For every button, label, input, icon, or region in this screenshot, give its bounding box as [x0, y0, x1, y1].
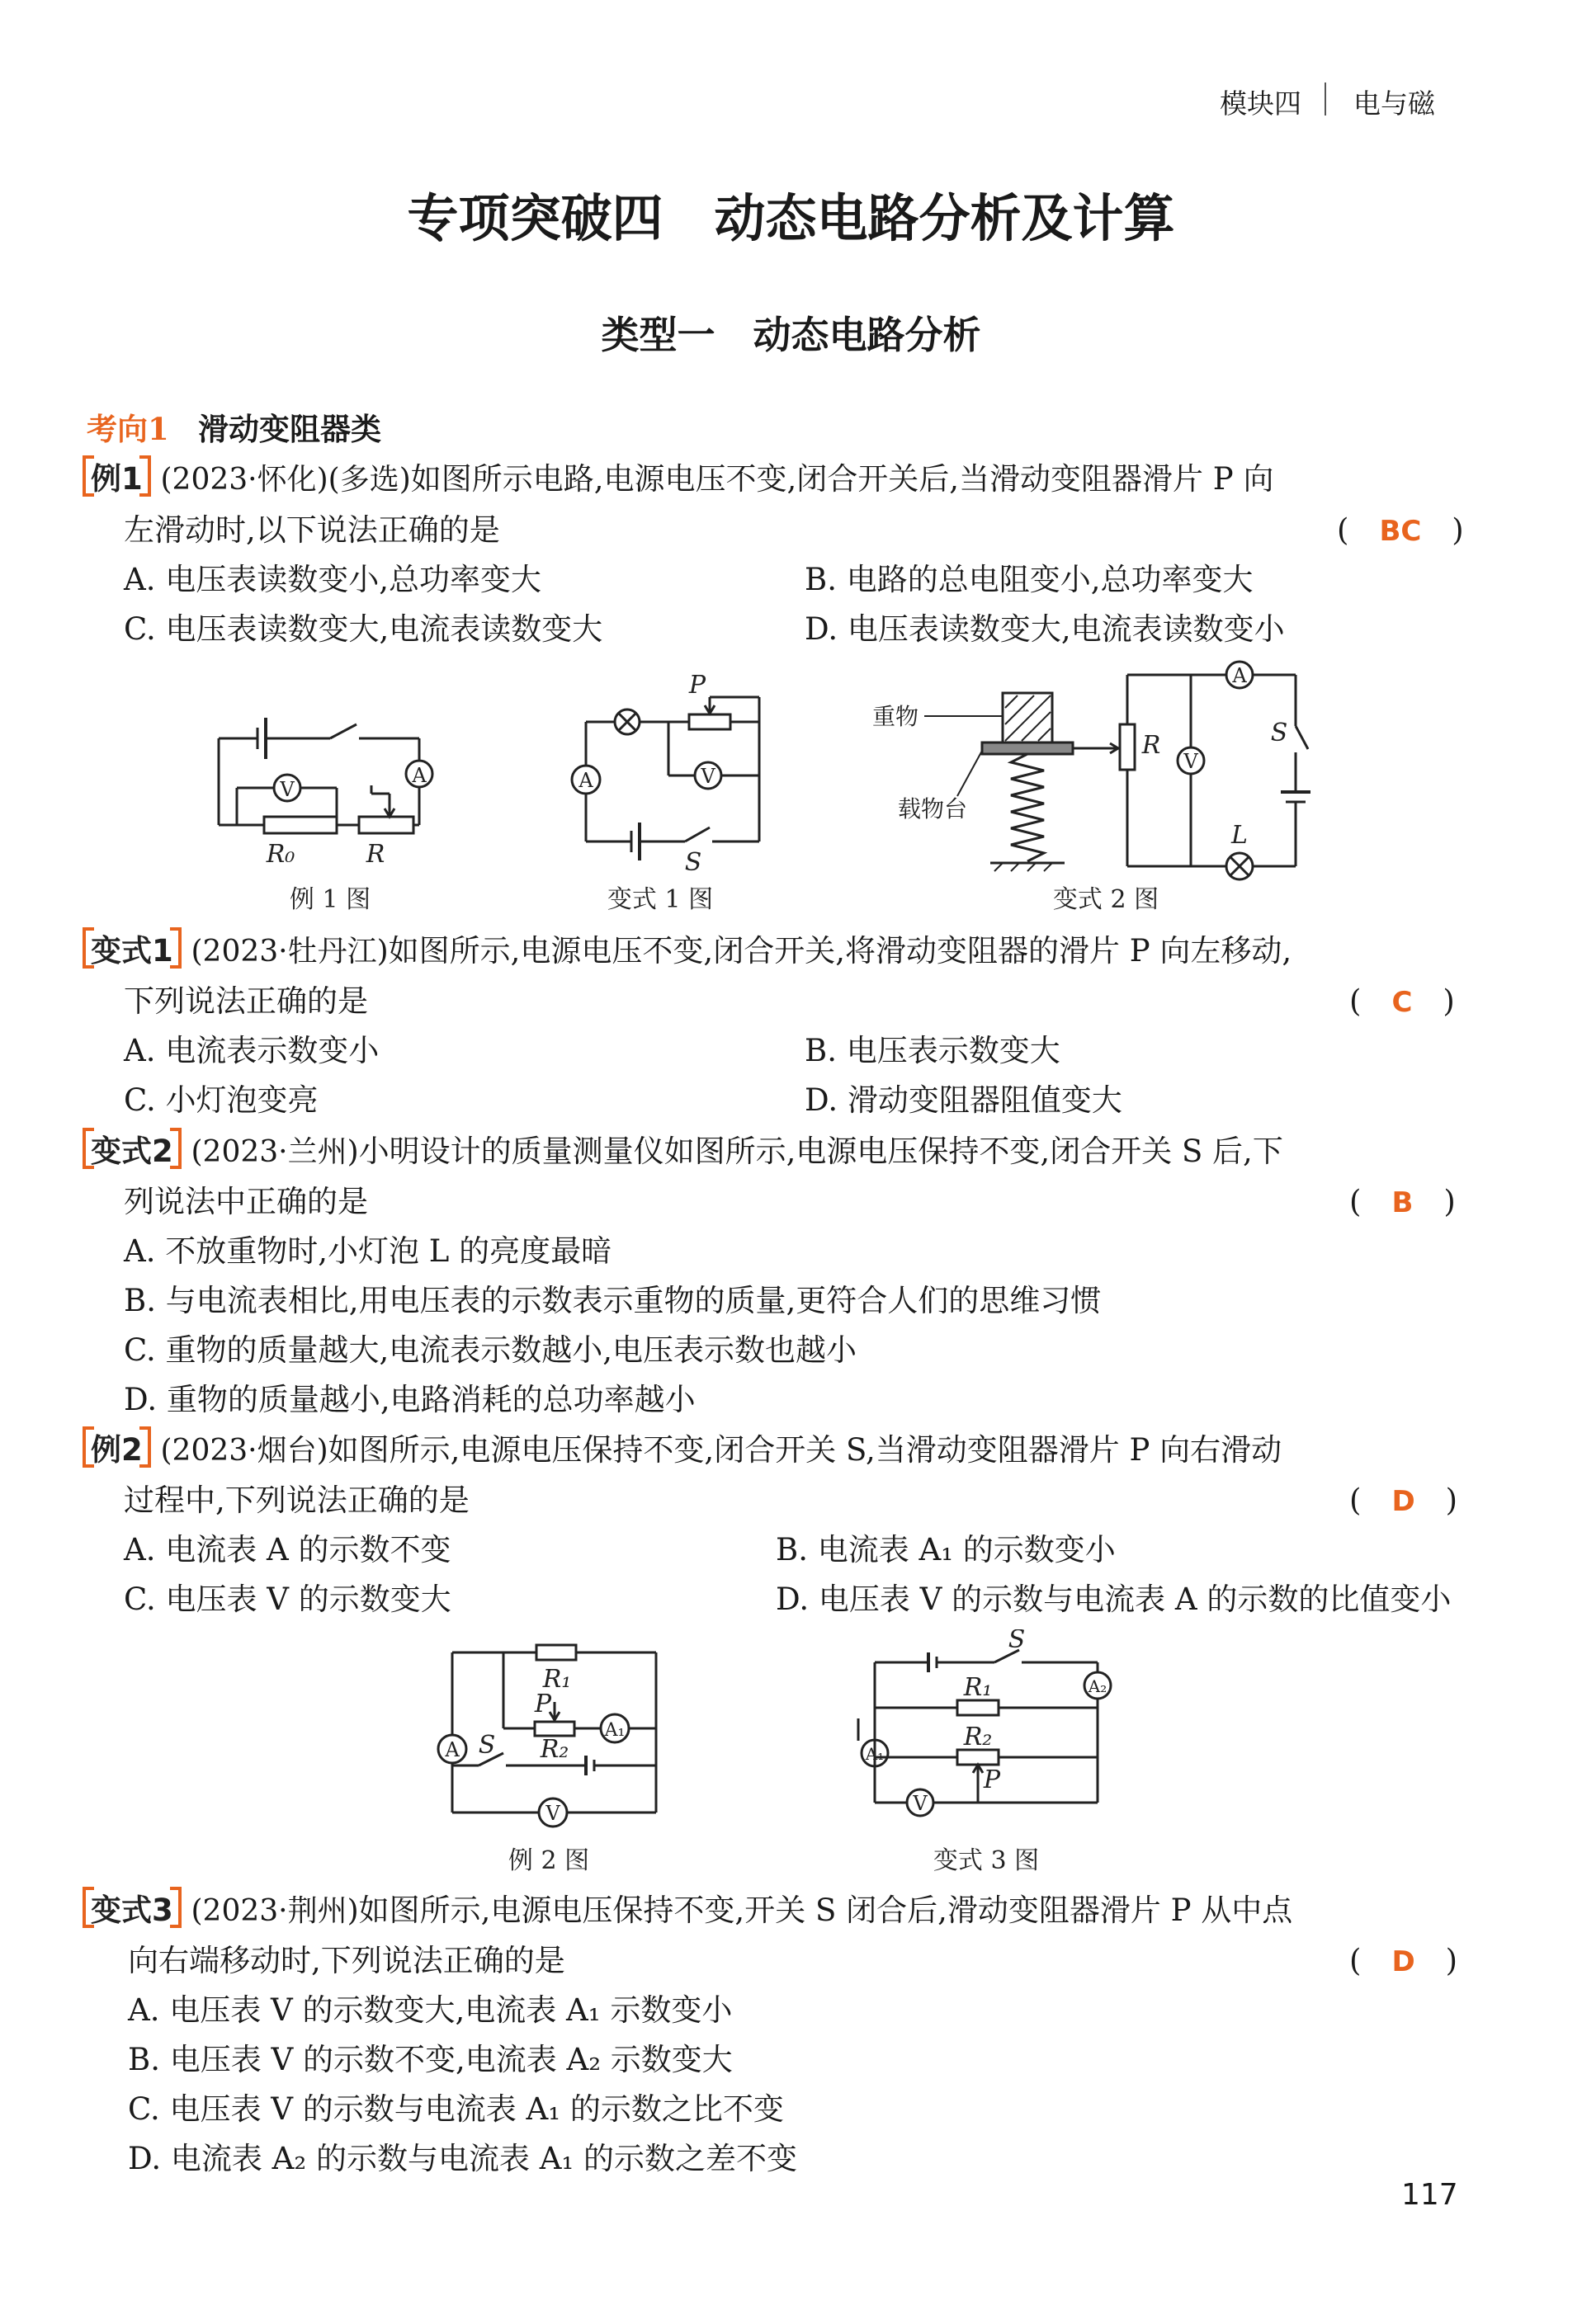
ex1-answer: BC [1379, 515, 1422, 548]
ex1-line1: 如图所示电路,电源电压不变,闭合开关后,当滑动变阻器滑片 P 向 [410, 461, 1274, 497]
section-subtitle: 类型一 动态电路分析 [601, 313, 981, 357]
var2-option-a: A. 不放重物时,小灯泡 L 的亮度最暗 [124, 1233, 612, 1269]
ex2-r2-label: R₂ [540, 1735, 569, 1764]
var1-p-label: P [688, 671, 706, 700]
var1-answer-box: ( C ) [1349, 983, 1455, 1019]
ex2-v-label: V [545, 1802, 560, 1825]
var2-tag: 变式2 [83, 1126, 182, 1171]
var2-s-label: S [1270, 719, 1288, 747]
var3-stem-line2: 向右端移动时,下列说法正确的是 [128, 1943, 565, 1978]
var1-rheostat [689, 714, 730, 729]
ex2-answer-box: ( D ) [1349, 1483, 1458, 1518]
ex1-resistor-r0 [264, 817, 337, 833]
ex2-stem-line1 [83, 1425, 1282, 1469]
var3-p-label: P [983, 1765, 1001, 1794]
ex2-a1-label: A₁ [604, 1720, 626, 1741]
var3-r1-label: R₁ [963, 1673, 993, 1702]
var3-option-c: C. 电压表 V 的示数与电流表 A₁ 的示数之比不变 [128, 2091, 784, 2127]
var3-option-b: B. 电压表 V 的示数不变,电流表 A₂ 示数变大 [128, 2042, 733, 2077]
var3-a1-label: A₁ [865, 1744, 885, 1764]
kaoxiang-heading [87, 404, 381, 449]
var3-line1: 如图所示,电源电压保持不变,开关 S 闭合后,滑动变阻器滑片 P 从中点 [358, 1893, 1293, 1928]
var3-answer-box: ( D ) [1349, 1943, 1458, 1978]
var2-figure-caption: 变式 2 图 [1052, 885, 1159, 914]
page-number: 117 [1401, 2178, 1458, 2212]
header-divider [1325, 82, 1326, 115]
var2-stem-line1 [83, 1126, 1283, 1171]
var2-line1: 小明设计的质量测量仪如图所示,电源电压保持不变,闭合开关 S 后,下 [358, 1134, 1283, 1169]
ex2-figure-caption: 例 2 图 [508, 1846, 590, 1875]
ex2-answer: D [1391, 1485, 1415, 1518]
var1-answer: C [1391, 986, 1413, 1019]
var1-option-d: D. 滑动变阻器阻值变大 [805, 1082, 1122, 1118]
var3-tag: 变式3 [83, 1885, 182, 1930]
var3-figure-caption: 变式 3 图 [933, 1846, 1040, 1875]
var3-v-label: V [913, 1792, 928, 1815]
ex1-stem-line1 [83, 454, 1273, 498]
ex2-option-c: C. 电压表 V 的示数变大 [124, 1582, 451, 1617]
var1-option-a: A. 电流表示数变小 [124, 1033, 380, 1068]
ex1-tag: 例1 [83, 454, 151, 498]
ex2-option-b: B. 电流表 A₁ 的示数变小 [776, 1532, 1116, 1567]
var2-answer: B [1391, 1186, 1414, 1219]
kaoxiang-text: 滑动变阻器类 [198, 411, 382, 447]
var2-option-b: B. 与电流表相比,用电压表的示数表示重物的质量,更符合人们的思维习惯 [124, 1283, 1102, 1318]
var3-option-a: A. 电压表 V 的示数变大,电流表 A₁ 示数变小 [128, 1992, 733, 2028]
header-section: 电与磁 [1353, 87, 1435, 120]
ex2-line1: 如图所示,电源电压保持不变,闭合开关 S,当滑动变阻器滑片 P 向右滑动 [328, 1432, 1282, 1468]
ex1-option-d: D. 电压表读数变大,电流表读数变小 [805, 611, 1285, 647]
var2-l-label: L [1231, 821, 1248, 850]
ex2-stem-line2: 过程中,下列说法正确的是 [124, 1483, 470, 1518]
var2-weight-label: 重物 [871, 703, 919, 730]
ex2-r1-label: R₁ [542, 1665, 572, 1694]
var1-stem-line1 [83, 926, 1292, 970]
var1-circuit-diagram [572, 697, 759, 860]
var1-source: (2023·牡丹江) [191, 935, 389, 969]
var3-stem-line1 [83, 1885, 1292, 1930]
var2-stem-line2: 列说法中正确的是 [124, 1184, 368, 1219]
ex1-r0-label: R₀ [266, 840, 295, 869]
var1-option-c: C. 小灯泡变亮 [124, 1082, 319, 1118]
var2-answer-box: ( B ) [1349, 1184, 1456, 1219]
ex1-v-label: V [280, 778, 295, 801]
var2-r-label: R [1141, 731, 1161, 760]
var2-platform-label: 载物台 [897, 795, 968, 823]
figures-row-1 [198, 660, 1337, 924]
var1-figure-caption: 变式 1 图 [607, 885, 714, 914]
var2-spring [1011, 754, 1044, 861]
ex1-option-a: A. 电压表读数变小,总功率变大 [124, 562, 542, 597]
var3-a2-label: A₂ [1088, 1676, 1107, 1696]
var1-line1: 如图所示,电源电压不变,闭合开关,将滑动变阻器的滑片 P 向左移动, [388, 933, 1292, 969]
var3-option-d: D. 电流表 A₂ 的示数与电流表 A₁ 的示数之差不变 [128, 2141, 798, 2176]
ex1-stem-line2: 左滑动时,以下说法正确的是 [124, 512, 500, 548]
ex2-rheostat-r2 [535, 1722, 574, 1736]
var2-option-c: C. 重物的质量越大,电流表示数越小,电压表示数也越小 [124, 1332, 857, 1368]
ex2-a-label: A [445, 1738, 460, 1761]
ex1-a-label: A [412, 764, 427, 787]
var2-circuit-diagram [924, 662, 1310, 879]
ex1-answer-box: ( BC ) [1337, 512, 1464, 548]
ex1-r-label: R [366, 840, 385, 869]
var2-v-label: V [1183, 750, 1198, 773]
ex2-option-d: D. 电压表 V 的示数与电流表 A 的示数的比值变小 [776, 1582, 1452, 1617]
var3-answer: D [1391, 1945, 1415, 1978]
var3-r2-label: R₂ [963, 1723, 993, 1751]
ex1-rheostat-r [359, 817, 413, 833]
var1-a-label: A [578, 769, 593, 792]
ex2-tag: 例2 [83, 1425, 151, 1469]
var1-stem-line2: 下列说法正确的是 [124, 983, 368, 1019]
var1-v-label: V [701, 765, 715, 788]
var2-rheostat [1120, 724, 1135, 770]
var2-source: (2023·兰州) [191, 1135, 359, 1169]
var1-option-b: B. 电压表示数变大 [805, 1033, 1060, 1068]
ex2-p-label: P [534, 1690, 552, 1718]
var2-platform [982, 742, 1073, 754]
ex2-source: (2023·烟台) [160, 1434, 328, 1468]
ex2-option-a: A. 电流表 A 的示数不变 [124, 1532, 451, 1567]
ex1-option-b: B. 电路的总电阻变小,总功率变大 [805, 562, 1254, 597]
var1-s-label: S [684, 848, 702, 877]
ex2-s-label: S [478, 1731, 496, 1760]
ex1-source: (2023·怀化)(多选) [160, 463, 411, 497]
header-module: 模块四 [1220, 87, 1301, 120]
var3-source: (2023·荆州) [191, 1894, 359, 1928]
var3-s-label: S [1008, 1629, 1026, 1654]
figures-row-2 [429, 1629, 1139, 1877]
var2-option-d: D. 重物的质量越小,电路消耗的总功率越小 [124, 1382, 696, 1417]
ex2-resistor-r1 [536, 1645, 576, 1660]
ex1-option-c: C. 电压表读数变大,电流表读数变大 [124, 611, 603, 647]
ex1-circuit-diagram [219, 718, 432, 833]
var1-tag: 变式1 [83, 926, 182, 970]
ex1-figure-caption: 例 1 图 [289, 885, 371, 914]
kaoxiang-label: 考向1 [87, 411, 169, 447]
page-title: 专项突破四 动态电路分析及计算 [407, 188, 1175, 248]
var2-a-label: A [1232, 664, 1247, 687]
var3-resistor-r1 [957, 1700, 999, 1715]
